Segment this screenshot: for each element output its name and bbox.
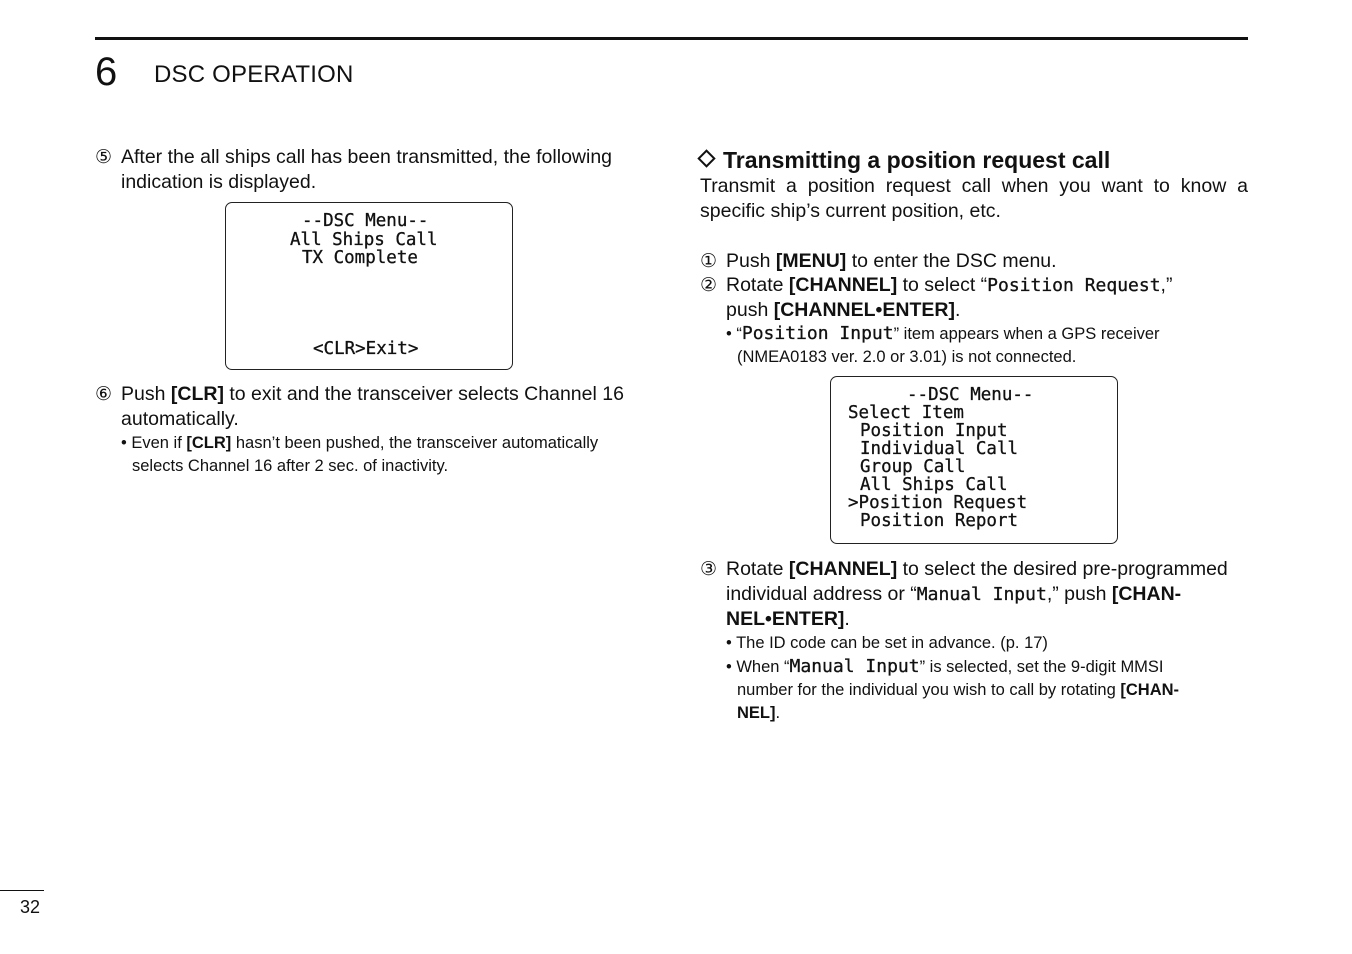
step-2-text: to select “ <box>897 274 988 296</box>
step-1-marker: ① <box>700 251 718 272</box>
lcd-line: Individual Call <box>860 439 1019 459</box>
step-5 <box>95 145 655 195</box>
channel-key-label: NEL] <box>737 704 776 722</box>
note-text: • The ID code can be set in advance. (p. 17) <box>726 634 1048 652</box>
note-text: ” item appears when a GPS receiver <box>893 325 1160 343</box>
lcd-inline-text: Position Input <box>741 323 894 344</box>
step-5-marker: ⑤ <box>95 147 113 168</box>
lcd-line: Group Call <box>860 457 966 477</box>
channel-key-label: [CHANNEL] <box>788 274 898 296</box>
clr-key-label: [CLR] <box>186 434 232 452</box>
step-6-text: to exit and the transceiver selects Channel 16 <box>223 383 624 405</box>
step-5-text-line1: After the all ships call has been transmitted, the following <box>121 146 613 168</box>
step-3-text: Rotate <box>726 558 789 580</box>
step-1-text: to enter the DSC menu. <box>846 250 1057 272</box>
step-6-note <box>121 432 661 478</box>
note-text: • Even if <box>121 434 187 452</box>
diamond-icon <box>697 149 715 167</box>
chapter-number: 6 <box>95 50 118 94</box>
intro-paragraph <box>700 174 1248 224</box>
step-3-text: ,” push <box>1046 583 1112 605</box>
step-2-note <box>726 322 1248 369</box>
step-5-text-line2: indication is displayed. <box>121 171 317 193</box>
lcd-line: TX Complete <box>302 248 418 268</box>
step-2-text: Rotate <box>726 274 789 296</box>
step-3 <box>700 557 1248 632</box>
lcd-line: Position Report <box>860 511 1019 531</box>
note-text: . <box>775 704 781 722</box>
step-2-text: ,” <box>1160 274 1173 296</box>
lcd-line: Select Item <box>848 403 964 423</box>
lcd-line: --DSC Menu-- <box>907 385 1034 405</box>
lcd-display-tx-complete <box>225 202 513 370</box>
step-3-text: individual address or “ <box>726 583 917 605</box>
channel-key-label: [CHANNEL] <box>788 558 898 580</box>
step-2 <box>700 273 1248 323</box>
step-1 <box>700 249 1248 274</box>
channel-enter-key-label: NEL•ENTER] <box>726 608 845 630</box>
lcd-line: <CLR>Exit> <box>313 339 419 359</box>
section-heading <box>700 146 1110 174</box>
note-text-line2: selects Channel 16 after 2 sec. of inactivity. <box>132 457 449 475</box>
chapter-title: DSC OPERATION <box>154 61 354 88</box>
step-6-text: Push <box>121 383 171 405</box>
note-text: ” is selected, set the 9-digit MMSI <box>919 658 1164 676</box>
step-6-text-line2: automatically. <box>121 408 239 430</box>
intro-line1: Transmit a position request call when you want to know a <box>700 175 1248 197</box>
menu-key-label: [MENU] <box>775 250 847 272</box>
lcd-inline-text: Manual Input <box>789 656 920 677</box>
step-2-text: . <box>954 299 961 321</box>
lcd-line: All Ships Call <box>860 475 1008 495</box>
note-text: hasn’t been pushed, the transceiver automatically <box>231 434 599 452</box>
step-3-marker: ③ <box>700 559 718 580</box>
step-3-text: . <box>844 608 850 630</box>
step-2-marker: ② <box>700 275 718 296</box>
step-2-text: push <box>726 299 774 321</box>
intro-line2: specific ship’s current position, etc. <box>700 200 1001 222</box>
step-6-marker: ⑥ <box>95 384 113 405</box>
lcd-line: --DSC Menu-- <box>302 211 429 231</box>
note-text: number for the individual you wish to call by rotating <box>737 681 1121 699</box>
channel-enter-key-label: [CHANNEL•ENTER] <box>773 299 955 321</box>
page-number: 32 <box>20 897 41 917</box>
channel-enter-key-label: [CHAN- <box>1111 583 1182 605</box>
lcd-line: >Position Request <box>848 493 1028 513</box>
clr-key-label: [CLR] <box>170 383 224 405</box>
note-text-line2: (NMEA0183 ver. 2.0 or 3.01) is not connected. <box>737 348 1077 366</box>
page-number-rule <box>0 890 44 891</box>
lcd-display-dsc-menu <box>830 376 1118 544</box>
section-heading-text: Transmitting a position request call <box>723 147 1111 173</box>
lcd-inline-text: Manual Input <box>916 584 1047 605</box>
note-text: • When “ <box>726 658 790 676</box>
step-3-text: to select the desired pre-programmed <box>897 558 1228 580</box>
step-6 <box>95 382 655 432</box>
step-3-notes <box>726 632 1248 725</box>
note-text: • “ <box>726 325 742 343</box>
channel-key-label: [CHAN- <box>1120 681 1180 699</box>
header-rule <box>95 37 1248 40</box>
lcd-line: All Ships Call <box>290 230 438 250</box>
step-1-text: Push <box>726 250 776 272</box>
lcd-inline-text: Position Request <box>987 275 1161 296</box>
lcd-line: Position Input <box>860 421 1008 441</box>
